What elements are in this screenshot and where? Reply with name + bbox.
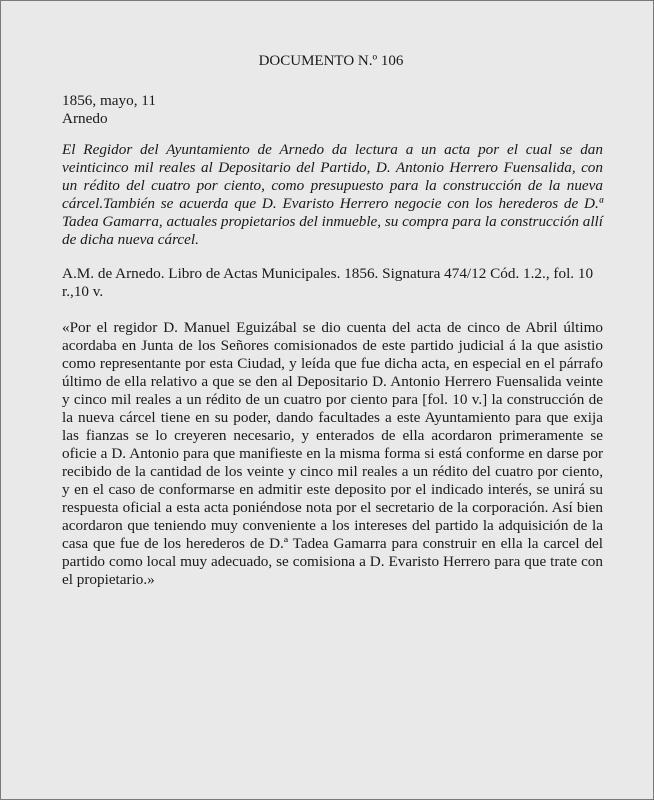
- document-transcription: «Por el regidor D. Manuel Eguizábal se dio cuenta del acta de cinco de Abril último acordaba en Junta de los Señores comisionados de este partido judicial á la que asistio como representante por esta Ciudad, y leída que fue dicha acta, en especial en el párrafo último de ella relativo a que se den al Depositario D. Antonio Herrero Fuensalida veinte y cinco mil reales a un rédito de un cuatro por ciento para [fol. 10 v.] la construcción de la nueva cárcel tiene en su poder, dando facultades a este Ayuntamiento para que exija las fianzas se lo creyeren necesario, y enterados de ella acordaron primeramente se oficie a D. Antonio para que manifieste en la misma forma si está conforme en darse por recibido de la cantidad de los veinte y cinco mil reales a un rédito del cuatro por ciento, y en el caso de conformarse en admitir este deposito por el indicado interés, se unirá su respuesta oficial a esta acta poniéndose nota por el secretario de la corporación. Así bien acordaron que teniendo muy conveniente a los intereses del partido la adquisición de la casa que fue de los herederos de D.ª Tadea Gamarra para construir en ella la carcel del partido como local muy adecuado, se comisiona a D. Evaristo Herrero para que trate con el propietario.»: [62, 319, 603, 588]
- document-summary: El Regidor del Ayuntamiento de Arnedo da lectura a un acta por el cual se dan veinticinco mil reales al Depositario del Partido, D. Antonio Herrero Fuensalida, con un rédito del cuatro por ciento, como presupuesto para la construcción de la nueva cárcel.También se acuerda que D. Evaristo Herrero negocie con los herederos de D.ª Tadea Gamarra, actuales propietarios del inmueble, su compra para la construcción allí de dicha nueva cárcel.: [62, 141, 603, 248]
- document-place: Arnedo: [62, 110, 108, 127]
- document-title: DOCUMENTO N.º 106: [258, 53, 404, 69]
- document-date: 1856, mayo, 11: [62, 92, 156, 109]
- document-source-citation: A.M. de Arnedo. Libro de Actas Municipales. 1856. Signatura 474/12 Cód. 1.2., fol. 10 r.,10 v.: [62, 265, 594, 300]
